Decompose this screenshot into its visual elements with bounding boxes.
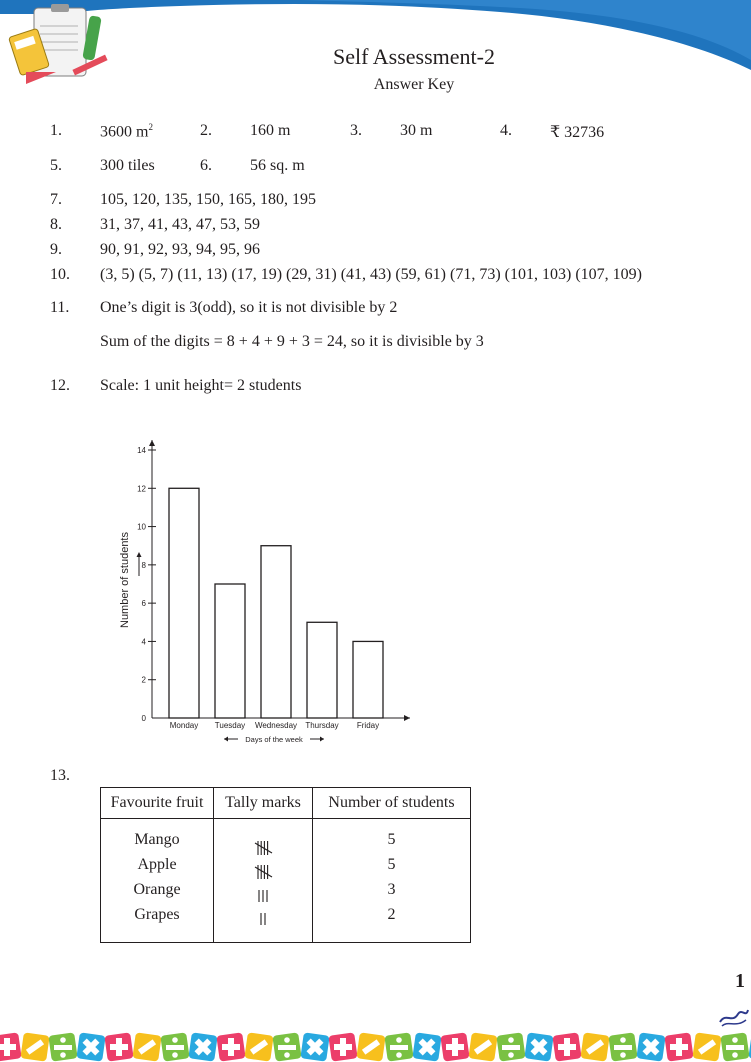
answer-11-line-1: One’s digit is 3(odd), so it is not divisible by 2 [100,299,398,316]
plus-icon [558,1044,576,1050]
x-tick-label: Tuesday [214,721,246,730]
count-grapes: 2 [387,906,396,923]
divide-icon [172,1052,178,1058]
divide-icon [172,1037,178,1043]
x-tick-label: Wednesday [254,721,298,730]
answer-6-value: 56 sq. m [250,157,305,174]
answer-8-value: 31, 37, 41, 43, 47, 53, 59 [100,216,260,233]
bar-friday [353,641,383,718]
x-tick-label: Monday [169,721,199,730]
divide-icon [396,1037,402,1043]
divide-icon [166,1045,184,1050]
answer-8-number: 8. [50,216,62,233]
plus-icon [0,1044,16,1050]
header-number-of-students: Number of students [313,788,471,819]
x-tick-label: Thursday [305,721,339,730]
page-title: Self Assessment-2 [333,44,495,69]
header-tally-marks: Tally marks [214,788,313,819]
y-tick-label: 4 [141,637,146,647]
header-favourite-fruit: Favourite fruit [101,788,214,819]
plus-icon [222,1044,240,1050]
answer-3-number: 3. [350,122,362,139]
answer-2-number: 2. [200,122,212,139]
y-tick-label: 14 [137,446,146,455]
divide-icon [390,1045,408,1050]
answer-6-number: 6. [200,157,212,174]
divide-icon [614,1045,632,1050]
plus-icon [110,1044,128,1050]
answer-9-number: 9. [50,241,62,258]
answer-11-number: 11. [50,299,70,316]
divide-icon [726,1045,744,1050]
divide-icon [620,1052,626,1058]
count-apple: 5 [387,856,396,873]
divide-icon [732,1037,738,1043]
y-tick-label: 2 [141,675,146,685]
bar-thursday [307,622,337,718]
answer-5-value: 300 tiles [100,157,155,174]
plus-icon [670,1044,688,1050]
page-number: 1 [735,970,745,992]
answer-12-scale: Scale: 1 unit height= 2 students [100,377,302,394]
plus-icon [334,1044,352,1050]
chart-bars [169,488,383,718]
divide-icon [508,1052,514,1058]
y-label-arrowhead [137,552,142,557]
answer-7-value: 105, 120, 135, 150, 165, 180, 195 [100,191,316,208]
bar-tuesday [215,584,245,718]
fruit-tally-table [100,787,471,943]
divide-icon [396,1052,402,1058]
answer-1-value [100,122,153,141]
fruit-column [101,819,214,943]
answer-2-value: 160 m [250,122,291,139]
fruit-mango: Mango [134,831,180,848]
answer-1-text: 3600 m [100,123,149,141]
answer-9-value: 90, 91, 92, 93, 94, 95, 96 [100,241,260,258]
y-tick-label: 10 [137,522,146,532]
chart-labels [119,446,379,744]
answer-13-number: 13. [50,767,70,784]
divide-icon [54,1045,72,1050]
divide-icon [508,1037,514,1043]
y-tick-label: 0 [141,714,146,723]
answer-4-value: ₹ 32736 [550,124,605,141]
x-label-right-arrowhead [320,737,324,742]
divide-icon [284,1052,290,1058]
bar-wednesday [261,546,291,718]
y-tick-label: 8 [141,560,146,570]
divide-icon [284,1037,290,1043]
divide-icon [60,1052,66,1058]
x-axis-arrow [404,715,410,721]
answer-1-superscript: 2 [148,122,153,132]
y-axis-arrow [149,440,155,446]
fruit-orange: Orange [133,881,181,898]
answer-5-number: 5. [50,157,62,174]
fruit-grapes: Grapes [134,906,180,923]
x-tick-label: Friday [356,721,380,730]
answer-12-number: 12. [50,377,70,394]
bar-chart [112,420,422,752]
x-label-left-arrowhead [224,737,228,742]
answer-3-value: 30 m [400,122,433,139]
answer-1-number: 1. [50,122,62,139]
page-subtitle: Answer Key [373,76,455,93]
math-symbols-band [0,1030,751,1062]
fruit-apple: Apple [137,856,177,873]
divide-icon [620,1037,626,1043]
count-mango: 5 [387,831,396,848]
x-axis-label: Days of the week [245,735,303,744]
y-tick-label: 12 [137,484,146,494]
answer-10-number: 10. [50,266,70,283]
bar-monday [169,488,199,718]
tally-column [214,819,313,943]
y-axis-label: Number of students [119,532,131,628]
divide-icon [732,1052,738,1058]
divide-icon [502,1045,520,1050]
divide-icon [278,1045,296,1050]
answer-4-number: 4. [500,122,512,139]
plus-icon [446,1044,464,1050]
count-orange: 3 [387,881,396,898]
answer-7-number: 7. [50,191,62,208]
count-column [313,819,471,943]
answer-10-value: (3, 5) (5, 7) (11, 13) (17, 19) (29, 31) (41, 43) (59, 61) (71, 73) (101, 103) (107, 109) [100,266,642,283]
divide-icon [60,1037,66,1043]
publisher-logo [718,1000,750,1028]
answer-11-line-2: Sum of the digits = 8 + 4 + 9 + 3 = 24, so it is divisible by 3 [100,333,484,350]
tally-marks [222,827,304,927]
y-tick-label: 6 [141,599,146,609]
